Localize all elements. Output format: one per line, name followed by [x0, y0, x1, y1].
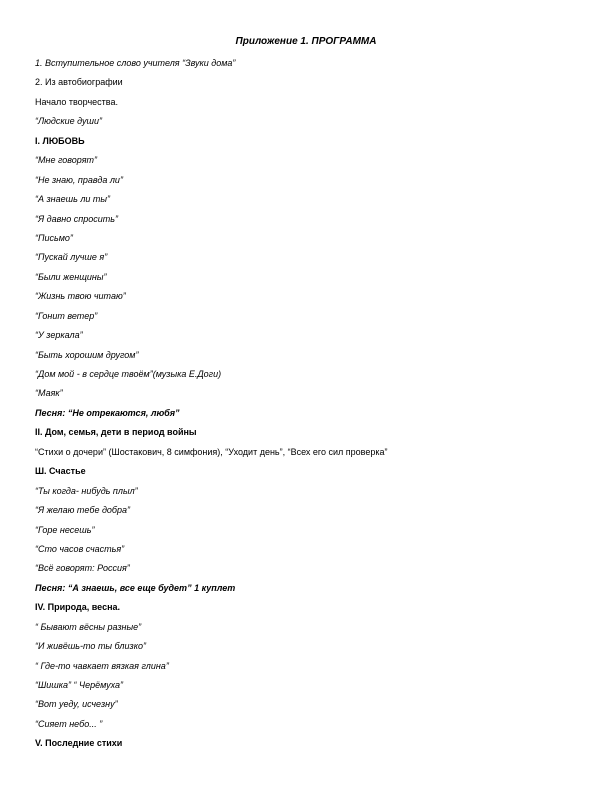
program-item: “Сияет небо... ”: [35, 718, 103, 729]
program-item: “У зеркала”: [35, 330, 83, 341]
program-item: 2. Из автобиографии: [35, 77, 123, 88]
program-item: “Я желаю тебе добра”: [35, 505, 131, 516]
program-item: “Не знаю, правда ли”: [35, 174, 123, 185]
program-item: “Людские души”: [35, 116, 103, 127]
program-item: “Стихи о дочери” (Шостакович, 8 симфония), “Уходит день”, “Всех его сил проверка”: [35, 446, 388, 457]
program-item: 1. Вступительное слово учителя “Звуки дома”: [35, 58, 236, 68]
section-heading: IV. Природа, весна.: [35, 602, 121, 613]
program-item: Начало творчества.: [35, 96, 118, 107]
program-list: [35, 57, 605, 757]
song-line: Песня: “Не отрекаются, любя”: [35, 407, 180, 418]
program-item: “Жизнь твою читаю”: [35, 291, 126, 302]
song-line: Песня: “А знаешь, все еще будет” 1 куплет: [35, 582, 236, 593]
program-item: “Шишка” “ Черёмуха”: [35, 680, 124, 690]
program-item: “Письмо”: [35, 232, 73, 243]
program-item: “А знаешь ли ты”: [35, 194, 111, 205]
program-item: “Ты когда- нибудь плыл”: [35, 485, 138, 496]
program-item: “Мне говорят”: [35, 155, 98, 166]
title-text: ПРОГРАММА: [308, 36, 377, 47]
program-item: “Вот уеду, исчезну”: [35, 699, 118, 710]
section-heading: II. Дом, семья, дети в период войны: [35, 427, 197, 438]
section-heading: I. ЛЮБОВЬ: [35, 135, 85, 146]
title-prefix: Приложение 1.: [235, 36, 309, 47]
section-heading: V. Последние стихи: [35, 738, 123, 749]
program-item: “ Бывают вёсны разные”: [35, 621, 142, 632]
program-item: “Быть хорошим другом”: [35, 349, 139, 360]
program-item: “Гонит ветер”: [35, 310, 98, 321]
program-item: “Сто часов счастья”: [35, 543, 125, 554]
program-item: “Были женщины”: [35, 271, 107, 282]
program-item: “Дом мой - в сердце твоём”(музыка Е.Доги): [35, 369, 222, 379]
program-item: “ Где-то чавкает вязкая глина”: [35, 660, 169, 671]
program-item: “Горе несешь”: [35, 524, 95, 535]
program-item: “И живёшь-то ты близко”: [35, 641, 146, 652]
program-item: “Я давно спросить”: [35, 213, 118, 224]
program-item: “Всё говорят: Россия”: [35, 563, 130, 574]
program-item: “Пускай лучше я”: [35, 252, 108, 263]
section-heading: Ш. Счастье: [35, 466, 86, 477]
program-item: “Маяк”: [35, 388, 63, 399]
page-title: [0, 36, 612, 48]
